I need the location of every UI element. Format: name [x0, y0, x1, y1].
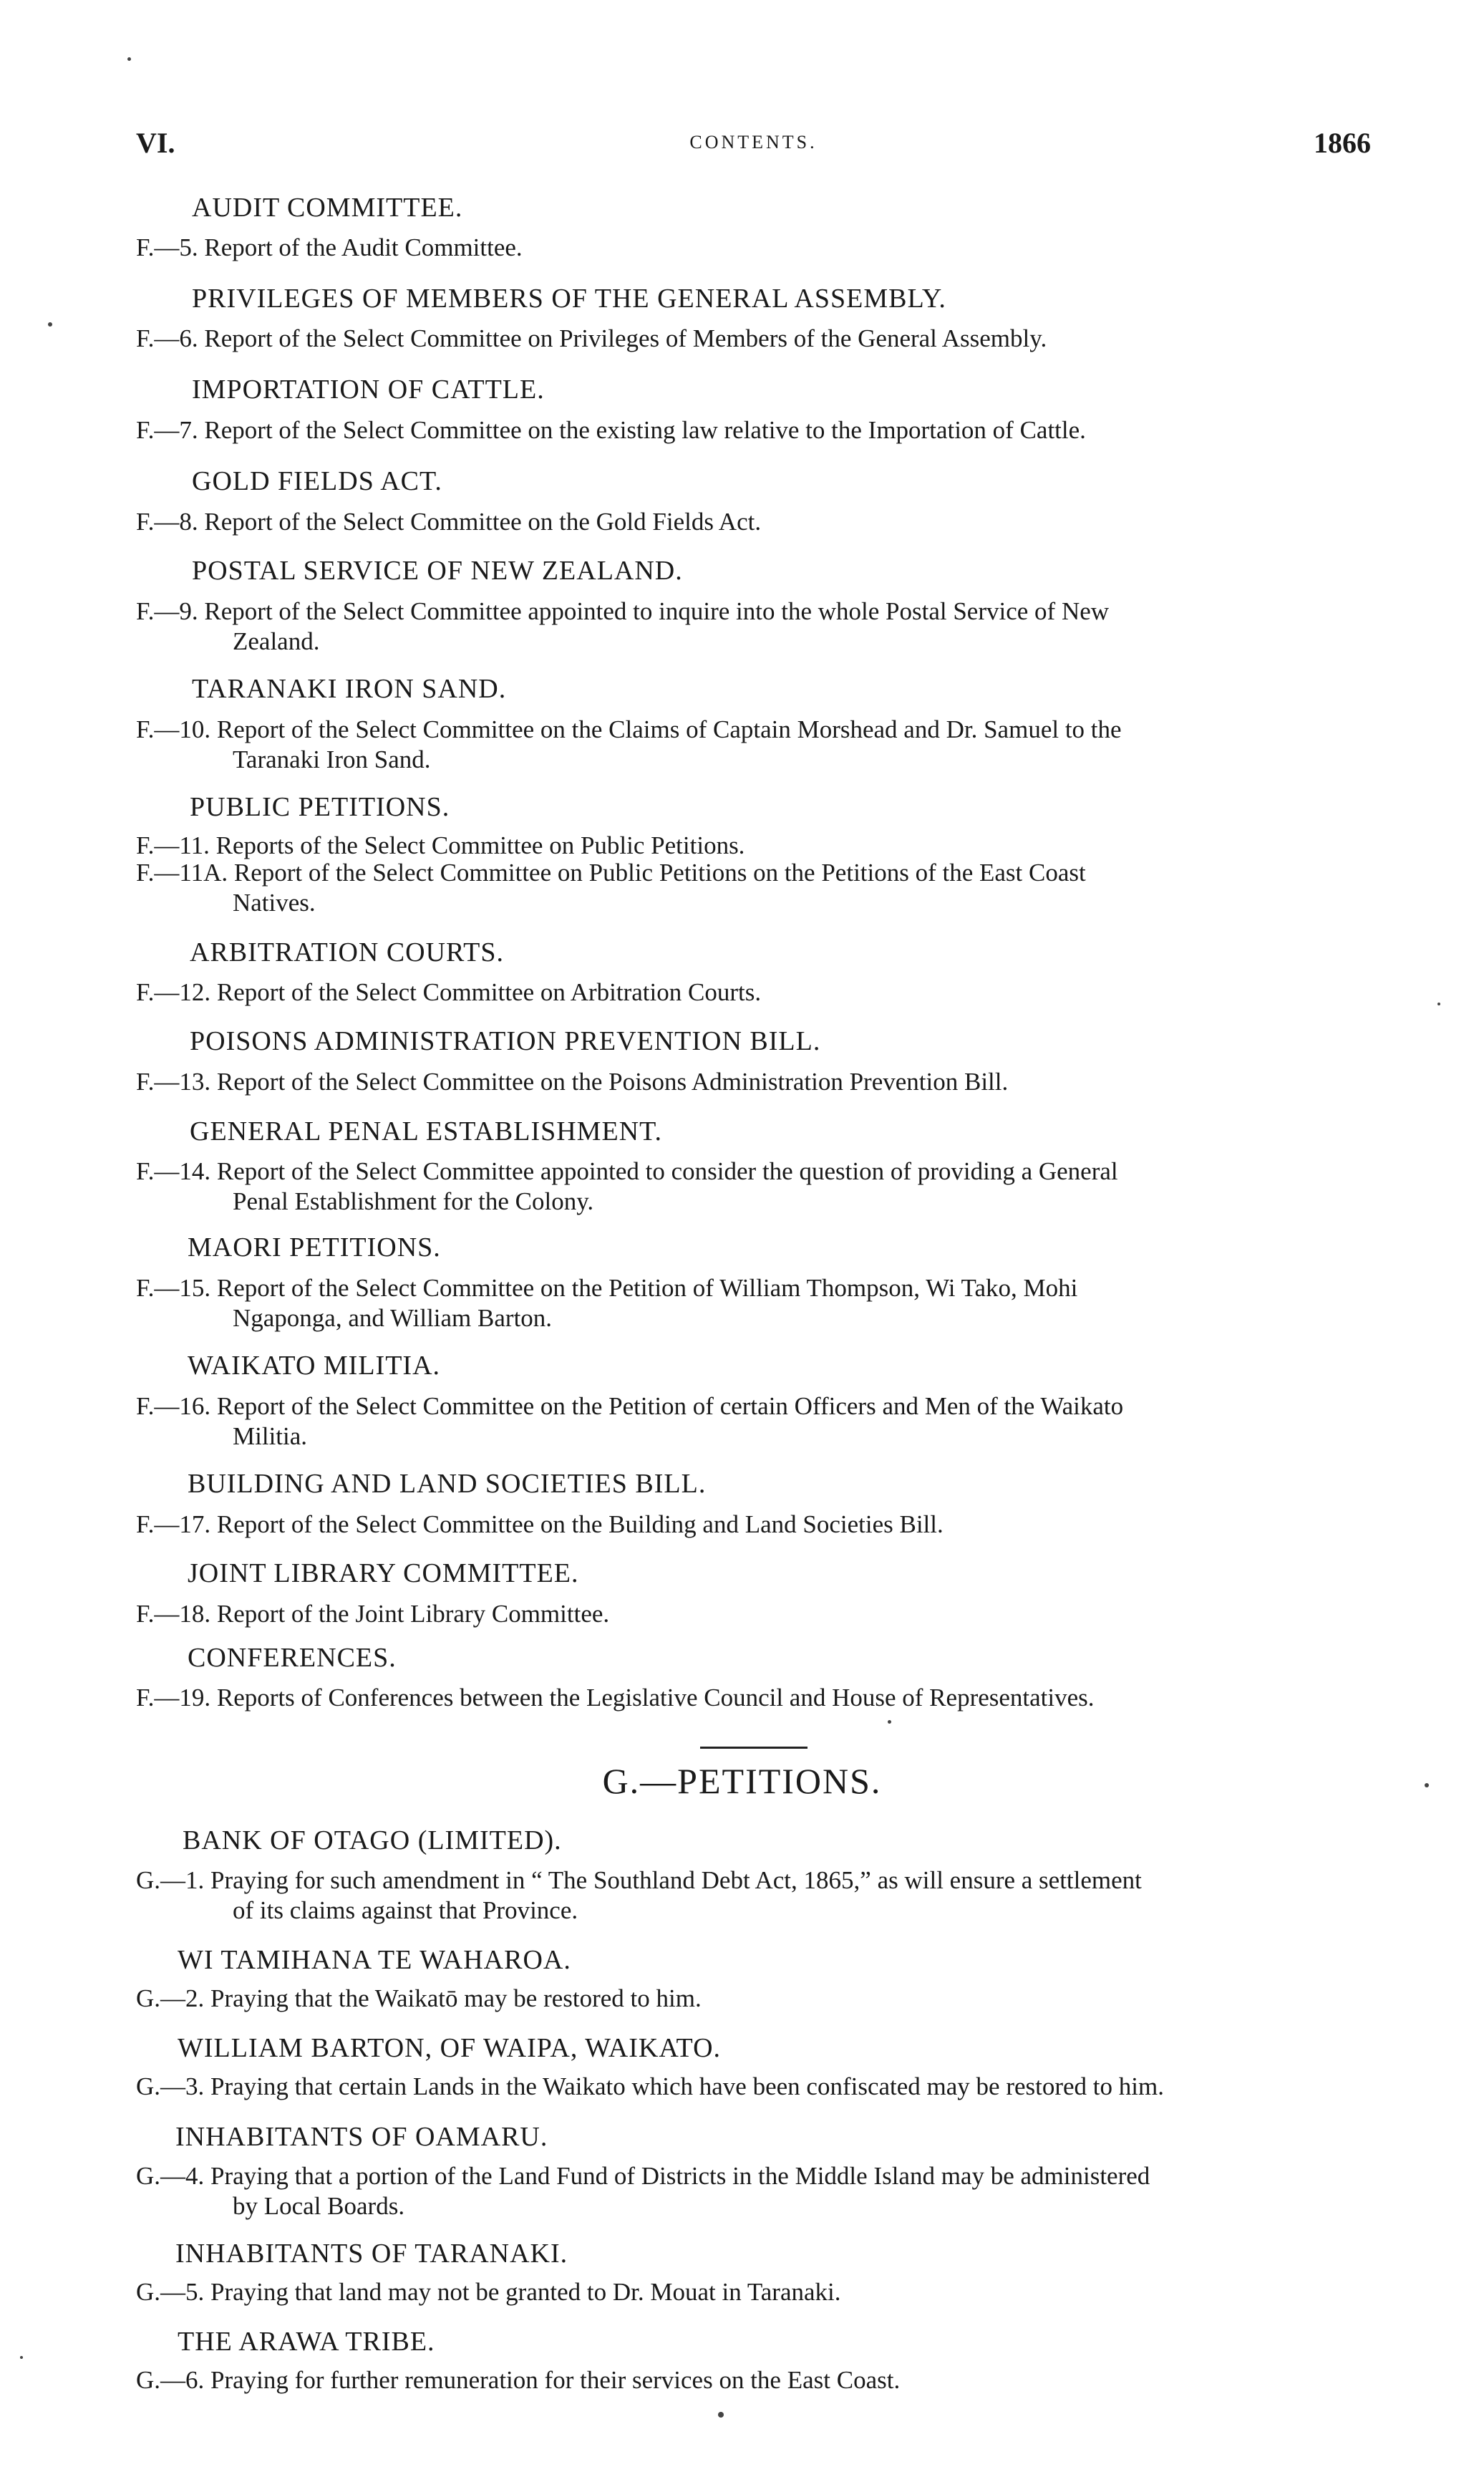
- entry-text: Report of the Select Committee on Privileges of Members of the General Assembly.: [204, 324, 1047, 352]
- entry-code: F.—15.: [136, 1274, 217, 1302]
- entry-text: Report of the Joint Library Committee.: [216, 1600, 610, 1628]
- entry-text: Report of the Select Committee on Arbitration Courts.: [216, 978, 762, 1006]
- section-heading: WILLIAM BARTON, OF WAIPA, WAIKATO.: [178, 2033, 722, 2063]
- entry-code: F.—11.: [136, 831, 216, 859]
- scan-speck: [48, 322, 52, 327]
- entry-text: Reports of Conferences between the Legislative Council and House of Representatives.: [216, 1684, 1095, 1712]
- scan-speck: [20, 2356, 23, 2359]
- entry-text: Report of the Select Committee on the existing law relative to the Importation of Cattle.: [204, 416, 1086, 444]
- entry-text: Report of the Select Committee on the Building and Land Societies Bill.: [216, 1510, 944, 1538]
- entry-code: G.—1.: [136, 1866, 211, 1894]
- section-heading: PUBLIC PETITIONS.: [190, 792, 450, 822]
- section-heading: INHABITANTS OF OAMARU.: [175, 2122, 548, 2152]
- page-number-roman: VI.: [136, 127, 175, 159]
- contents-entry: [136, 1157, 1371, 1217]
- contents-entry: [136, 1510, 1371, 1540]
- entry-continuation: by Local Boards.: [233, 2192, 405, 2220]
- contents-entry: [136, 1599, 1371, 1629]
- running-head: [136, 126, 1371, 169]
- entry-continuation: Penal Establishment for the Colony.: [233, 1187, 594, 1215]
- entry-code: F.—18.: [136, 1600, 217, 1628]
- entry-text: Report of the Select Committee appointed to consider the question of providing a General: [216, 1157, 1118, 1185]
- section-heading: JOINT LIBRARY COMMITTEE.: [188, 1558, 579, 1588]
- contents-entry: [136, 1984, 1371, 2014]
- entry-code: F.—11A.: [136, 859, 234, 887]
- entry-text: Report of the Select Committee on the Petition of William Thompson, Wi Tako, Mohi: [216, 1274, 1078, 1302]
- entry-code: F.—8.: [136, 508, 205, 536]
- scan-speck: [1437, 1003, 1440, 1005]
- section-divider: [700, 1747, 808, 1749]
- contents-entry: [136, 1683, 1371, 1713]
- entry-text: Praying that a portion of the Land Fund of Districts in the Middle Island may be administered: [210, 2162, 1150, 2190]
- contents-entry: [136, 2072, 1371, 2102]
- section-heading: POISONS ADMINISTRATION PREVENTION BILL.: [190, 1026, 821, 1056]
- section-heading: AUDIT COMMITTEE.: [192, 193, 463, 223]
- entry-text: Report of the Select Committee on the Petition of certain Officers and Men of the Waikato: [216, 1392, 1124, 1420]
- contents-entry: [136, 507, 1371, 537]
- entry-text: Report of the Select Committee on Public Petitions on the Petitions of the East Coast: [233, 859, 1086, 887]
- section-heading: GOLD FIELDS ACT.: [192, 466, 442, 496]
- contents-entry: [136, 2365, 1371, 2395]
- entry-code: F.—19.: [136, 1684, 217, 1712]
- section-heading: CONFERENCES.: [188, 1643, 397, 1673]
- scan-speck: [127, 57, 131, 61]
- contents-entry: [136, 1067, 1371, 1097]
- contents-entry: [136, 977, 1371, 1008]
- contents-entry: [136, 715, 1371, 775]
- entry-code: G.—5.: [136, 2278, 211, 2306]
- entry-text: Report of the Select Committee on the Claims of Captain Morshead and Dr. Samuel to the: [216, 715, 1122, 743]
- section-heading: INHABITANTS OF TARANAKI.: [175, 2239, 568, 2269]
- contents-entry: [136, 831, 1371, 861]
- entry-text: Praying for such amendment in “ The Southland Debt Act, 1865,” as will ensure a settlement: [210, 1866, 1142, 1894]
- entry-text: Praying that the Waikatō may be restored to him.: [210, 1984, 702, 2012]
- section-heading: THE ARAWA TRIBE.: [178, 2327, 435, 2357]
- section-heading: GENERAL PENAL ESTABLISHMENT.: [190, 1116, 663, 1146]
- contents-entry: [136, 1865, 1371, 1926]
- contents-entry: [136, 415, 1371, 445]
- scan-speck: [888, 1720, 891, 1724]
- entry-code: G.—6.: [136, 2366, 211, 2394]
- section-heading: TARANAKI IRON SAND.: [192, 674, 507, 704]
- entry-continuation: Taranaki Iron Sand.: [233, 745, 431, 773]
- entry-continuation: of its claims against that Province.: [233, 1896, 578, 1924]
- section-heading: MAORI PETITIONS.: [188, 1232, 441, 1263]
- contents-entry: [136, 2161, 1371, 2221]
- section-heading: IMPORTATION OF CATTLE.: [192, 375, 545, 405]
- entry-code: F.—16.: [136, 1392, 217, 1420]
- scan-speck: [1425, 1783, 1429, 1787]
- entry-continuation: Zealand.: [233, 627, 320, 655]
- year: 1866: [1314, 127, 1371, 159]
- entry-code: G.—4.: [136, 2162, 211, 2190]
- entry-code: F.—17.: [136, 1510, 217, 1538]
- entry-code: F.—6.: [136, 324, 205, 352]
- running-title: CONTENTS.: [689, 132, 818, 153]
- section-heading: WI TAMIHANA TE WAHAROA.: [178, 1945, 571, 1975]
- entry-continuation: Natives.: [233, 889, 316, 917]
- contents-entry: [136, 233, 1371, 263]
- entry-text: Report of the Select Committee on the Gold Fields Act.: [204, 508, 762, 536]
- entry-code: F.—14.: [136, 1157, 217, 1185]
- entry-continuation: Ngaponga, and William Barton.: [233, 1304, 553, 1332]
- part-title: G.—PETITIONS.: [602, 1761, 882, 1801]
- section-heading: ARBITRATION COURTS.: [190, 937, 504, 967]
- section-heading: PRIVILEGES OF MEMBERS OF THE GENERAL ASSEMBLY.: [192, 284, 946, 314]
- entry-code: F.—5.: [136, 233, 205, 261]
- contents-entry: [136, 597, 1371, 657]
- section-heading: BUILDING AND LAND SOCIETIES BILL.: [188, 1469, 707, 1499]
- scan-speck: [718, 2412, 724, 2418]
- section-heading: BANK OF OTAGO (LIMITED).: [183, 1825, 562, 1855]
- section-heading: POSTAL SERVICE OF NEW ZEALAND.: [192, 556, 683, 586]
- entry-code: F.—9.: [136, 597, 205, 625]
- contents-entry: [136, 858, 1371, 918]
- entry-continuation: Militia.: [233, 1422, 308, 1450]
- entry-code: G.—3.: [136, 2072, 211, 2100]
- entry-text: Praying for further remuneration for their services on the East Coast.: [210, 2366, 901, 2394]
- contents-entry: [136, 1391, 1371, 1452]
- entry-text: Report of the Select Committee on the Poisons Administration Prevention Bill.: [216, 1068, 1009, 1096]
- entry-text: Praying that land may not be granted to Dr. Mouat in Taranaki.: [210, 2278, 841, 2306]
- contents-entry: [136, 1273, 1371, 1333]
- entry-code: F.—7.: [136, 416, 205, 444]
- contents-entry: [136, 2277, 1371, 2307]
- entry-code: G.—2.: [136, 1984, 211, 2012]
- entry-text: Report of the Audit Committee.: [204, 233, 523, 261]
- entry-code: F.—12.: [136, 978, 217, 1006]
- entry-code: F.—10.: [136, 715, 217, 743]
- entry-text: Reports of the Select Committee on Public Petitions.: [215, 831, 745, 859]
- entry-code: F.—13.: [136, 1068, 217, 1096]
- entry-text: Report of the Select Committee appointed to inquire into the whole Postal Service of New: [204, 597, 1110, 625]
- contents-entry: [136, 324, 1371, 354]
- entry-text: Praying that certain Lands in the Waikato which have been confiscated may be restored to him.: [210, 2072, 1164, 2100]
- section-heading: WAIKATO MILITIA.: [188, 1351, 441, 1381]
